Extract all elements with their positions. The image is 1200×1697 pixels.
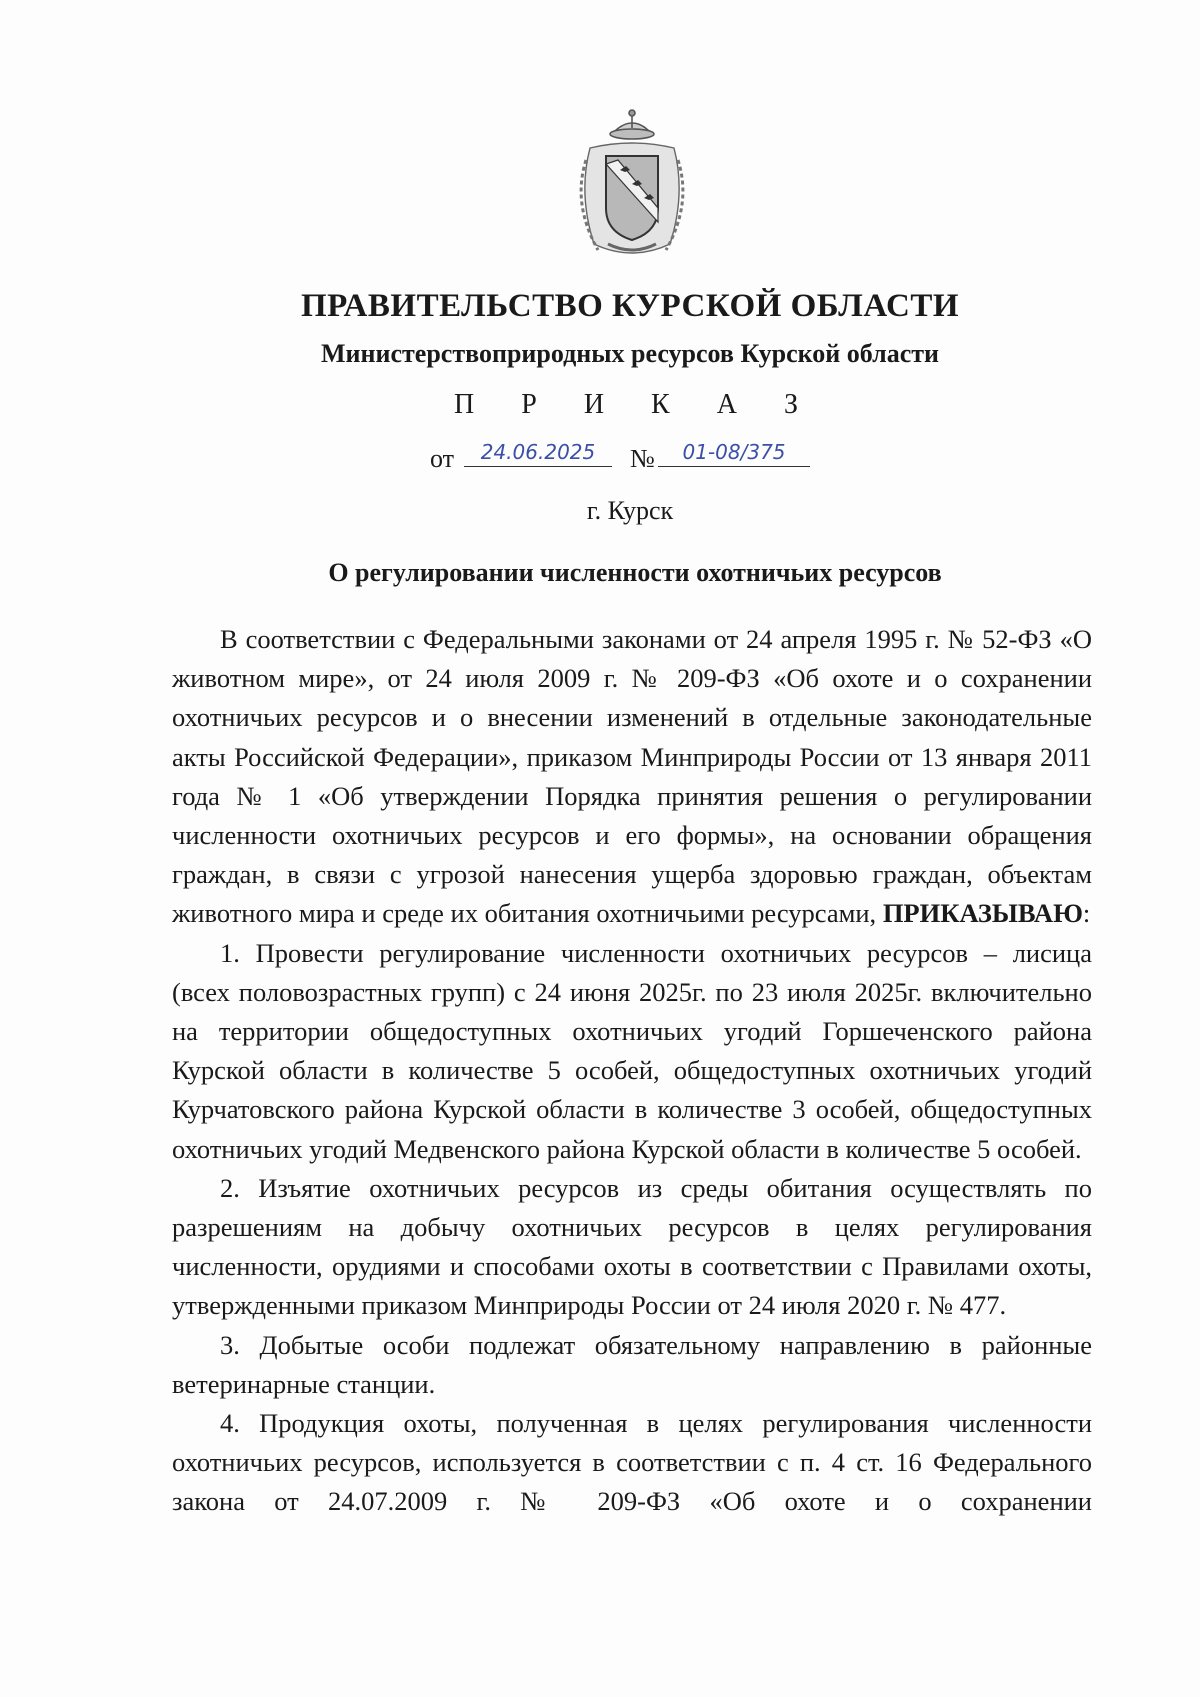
government-title: ПРАВИТЕЛЬСТВО КУРСКОЙ ОБЛАСТИ: [300, 288, 960, 324]
order-colon: :: [1082, 898, 1091, 929]
kursk-coat-of-arms-icon: [568, 104, 696, 264]
order-body: [172, 620, 1092, 1522]
city: г. Курск: [586, 496, 674, 525]
order-item-3: 3. Добытые особи подлежат обязательному направлению в районные ветеринарные станции.: [172, 1329, 1092, 1399]
preamble-text: В соответствии с Федеральными законами от 24 апреля 1995 г. № 52-ФЗ «О животном мире», от 24 июля 2009 г. № 209-ФЗ «Об охоте и о сохранении охотничьих ресурсов и о внесении изменений в отдельные законодательные акты Российской Федерации», приказом Минприроды России от 13 января 2011 года № 1 «Об утверждении Порядка принятия решения о регулировании численности охотничьих ресурсов и его формы», на основании обращения граждан, в связи с угрозой нанесения ущерба здоровью граждан, объектам животного мира и среде их обитания охотничьими ресурсами,: [172, 624, 1092, 929]
order-subject: О регулировании численности охотничьих ресурсов: [328, 558, 942, 587]
number-prefix: №: [630, 444, 655, 473]
order-command: ПРИКАЗЫВАЮ: [882, 898, 1083, 929]
order-number-handwritten: 01-08/375: [658, 440, 810, 467]
preamble-paragraph: [172, 620, 1092, 934]
order-date-number: [430, 442, 850, 482]
order-item-1: 1. Провести регулирование численности охотничьих ресурсов – лисица (всех половозрастных групп) с 24 июня 2025г. по 23 июля 2025г. включительно на территории общедоступных охотничьих угодий Горшеченского района Курской области в количестве 5 особей, общедоступных охотничьих угодий Курчатовского района Курской области в количестве 3 особей, общедоступных охотничьих угодий Медвенского района Курской области в количестве 5 особей.: [172, 937, 1092, 1164]
ministry-name: Министерствоприродных ресурсов Курской области: [321, 339, 939, 368]
date-prefix: от: [430, 444, 455, 473]
order-item-2: 2. Изъятие охотничьих ресурсов из среды обитания осуществлять по разрешениям на добычу охотничьих ресурсов в целях регулирования численности, орудиями и способами охоты в соответствии с Правилами охоты, утвержденными приказом Минприроды России от 24 июля 2020 г. № 477.: [172, 1172, 1092, 1321]
order-date-handwritten: 24.06.2025: [464, 440, 612, 467]
document-type: П Р И К А З: [454, 389, 818, 420]
order-item-4: 4. Продукция охоты, полученная в целях регулирования численности охотничьих ресурсов, используется в соответствии с п. 4 ст. 16 Федерального закона от 24.07.2009 г. № 209-ФЗ «Об охоте и о сохранении: [172, 1408, 1092, 1517]
